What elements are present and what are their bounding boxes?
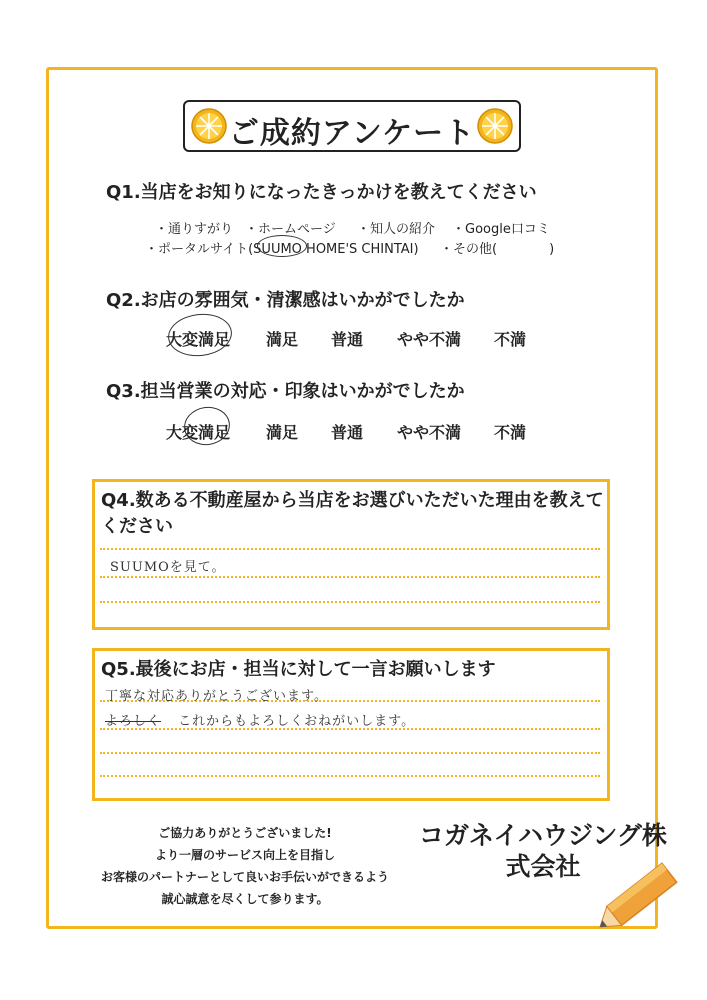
answer-line [100, 601, 600, 603]
q2-option[interactable]: 普通 [331, 330, 364, 349]
answer-line [100, 752, 600, 754]
q4-question-line1: Q4.数ある不動産屋から当店をお選びいただいた理由を教えて [101, 490, 604, 511]
answer-line [100, 576, 600, 578]
q2-option[interactable]: 不満 [494, 330, 527, 349]
portal-others: HOME'S CHINTAI) [301, 242, 419, 257]
portal-suumo: SUUMO [253, 242, 302, 257]
portal-label: ・ポータルサイト( [145, 242, 254, 257]
q4-answer[interactable]: SUUMOを見て。 [110, 560, 226, 575]
thanks-line: 誠心誠意を尽くして参ります。 [161, 892, 329, 906]
q2-question: Q2.お店の雰囲気・清潔感はいかがでしたか [106, 290, 465, 311]
title-box [183, 100, 521, 152]
q3-option[interactable]: 満足 [266, 423, 299, 442]
thanks-line: お客様のパートナーとして良いお手伝いができるよう [100, 870, 389, 884]
thanks-line: より一層のサービス向上を目指し [154, 848, 335, 862]
q2-option[interactable]: 満足 [266, 330, 299, 349]
answer-line [100, 775, 600, 777]
q4-box [92, 479, 610, 630]
q3-option[interactable]: やや不満 [397, 423, 462, 442]
q5-answer-text: これからもよろしくおねがいします。 [178, 714, 416, 729]
company-name-line2: 式会社 [505, 852, 581, 881]
q5-answer-line1[interactable]: 丁寧な対応ありがとうございます。 [105, 689, 328, 704]
q5-answer-struck: よろしく [105, 714, 162, 729]
q4-question [101, 488, 613, 540]
thanks-line: ご協力ありがとうございました! [158, 826, 332, 840]
q3-question: Q3.担当営業の対応・印象はいかがでしたか [106, 381, 465, 402]
q4-question-line2: ください [101, 516, 173, 537]
q3-option[interactable]: 大変満足 [166, 423, 231, 442]
q5-answer-line2[interactable] [105, 710, 415, 729]
q2-option[interactable]: 大変満足 [166, 330, 231, 349]
q5-question: Q5.最後にお店・担当に対して一言お願いします [101, 659, 496, 680]
q1-option[interactable]: ・知人の紹介 [357, 222, 436, 237]
q2-option[interactable]: やや不満 [397, 330, 462, 349]
q1-question: Q1.当店をお知りになったきっかけを教えてください [106, 182, 537, 203]
q1-option[interactable]: ・通りすがり [155, 222, 234, 237]
company-name-line1: コガネイハウジング株 [419, 821, 667, 850]
q1-option-other[interactable]: ・その他( ) [440, 242, 555, 257]
q1-option[interactable]: ・ホームページ [245, 222, 336, 237]
q1-option[interactable]: ・Google口コミ [452, 222, 550, 237]
thanks-message [95, 822, 395, 910]
orange-slice-icon [477, 108, 513, 144]
page-title: ご成約アンケート [228, 116, 476, 151]
suumo-circle-mark [257, 235, 307, 257]
q3-option[interactable]: 普通 [331, 423, 364, 442]
answer-line [100, 548, 600, 550]
q3-option[interactable]: 不満 [494, 423, 527, 442]
pencil-icon [590, 852, 690, 942]
